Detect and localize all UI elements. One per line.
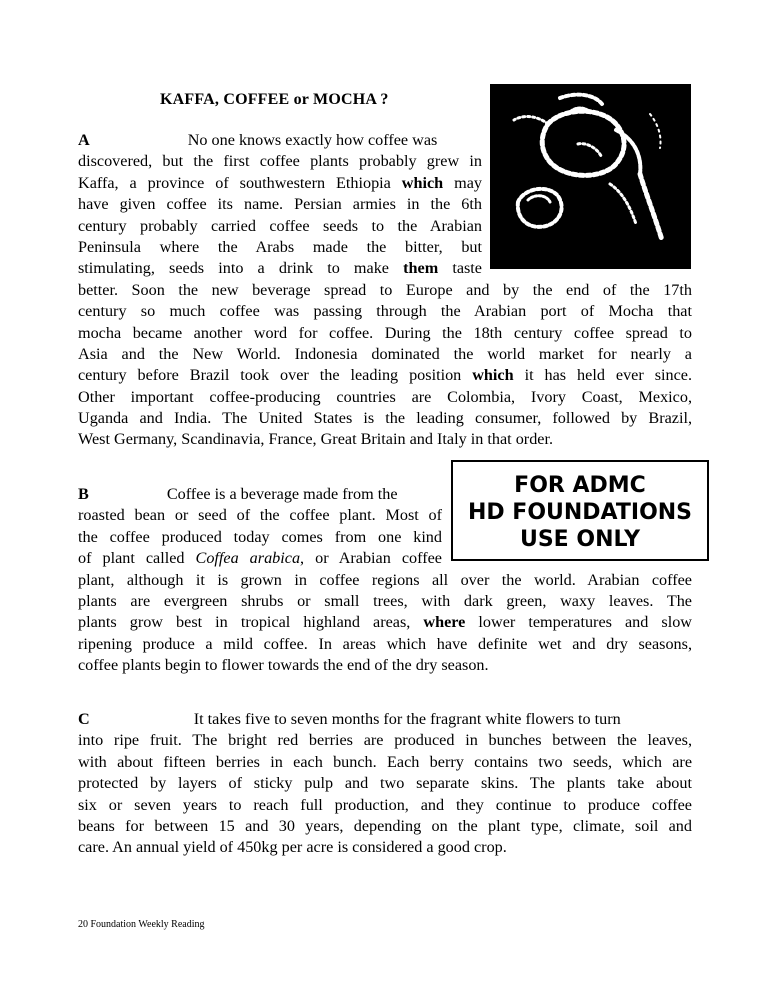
paragraph-a-line: better. Soon the new beverage spread to Europe and by the end of the 17th xyxy=(78,280,692,299)
section-letter: B xyxy=(78,485,89,503)
stamp-line-2: HD FOUNDATIONS xyxy=(467,500,693,525)
page-title: KAFFA, COFFEE or MOCHA ? xyxy=(160,91,389,108)
emphasized-word: which xyxy=(472,366,514,385)
paragraph-a-line: discovered, but the first coffee plants probably grew in xyxy=(78,152,482,171)
paragraph-a-line: mocha became another word for coffee. During the 18th century coffee spread to xyxy=(78,323,692,342)
paragraph-b-line: B Coffee is a beverage made from the xyxy=(78,485,398,503)
paragraph-a-line: Peninsula where the Arabs made the bitter, but xyxy=(78,237,482,256)
paragraph-c-line: beans for between 15 and 30 years, depending on the plant type, climate, soil and xyxy=(78,816,692,835)
paragraph-a-line: West Germany, Scandinavia, France, Great Britain and Italy in that order. xyxy=(78,430,554,449)
paragraph-b-line: roasted bean or seed of the coffee plant. Most of xyxy=(78,506,442,525)
paragraph-a-line: Asia and the New World. Indonesia dominated the world market for nearly a xyxy=(78,344,692,363)
paragraph-b-line: of plant called Coffea arabica, or Arabian coffee xyxy=(78,549,442,568)
stamp-line-1: FOR ADMC xyxy=(514,473,646,498)
paragraph-c-line: into ripe fruit. The bright red berries are produced in bunches between the leaves, xyxy=(78,731,692,750)
species-name: Coffea arabica xyxy=(195,549,301,568)
paragraph-b-line: plants grow best in tropical highland areas, where lower temperatures and slow xyxy=(78,613,692,632)
paragraph-c-line: with about fifteen berries in each bunch. Each berry contains two seeds, which are xyxy=(78,752,692,771)
paragraph-b-line: ripening produce a mild coffee. In areas which have definite wet and dry seasons, xyxy=(78,634,692,653)
paragraph-a-line: Other important coffee-producing countries are Colombia, Ivory Coast, Mexico, xyxy=(78,387,692,406)
section-letter: C xyxy=(78,710,90,728)
paragraph-c-line: care. An annual yield of 450kg per acre is considered a good crop. xyxy=(78,838,507,857)
paragraph-a-line: have given coffee its name. Persian armies in the 6th xyxy=(78,195,482,214)
paragraph-a-line: A No one knows exactly how coffee was xyxy=(78,131,438,149)
emphasized-word: where xyxy=(423,613,466,632)
paragraph-c-line: six or seven years to reach full production, and they continue to produce coffee xyxy=(78,795,692,814)
paragraph-a xyxy=(78,130,692,451)
paragraph-b-line: plant, although it is grown in coffee regions all over the world. Arabian coffee xyxy=(78,570,692,589)
paragraph-c-line: protected by layers of sticky pulp and two separate skins. The plants take about xyxy=(78,774,692,793)
paragraph-a-line: century so much coffee was passing through the Arabian port of Mocha that xyxy=(78,302,692,321)
paragraph-a-line: Kaffa, a province of southwestern Ethiopia which may xyxy=(78,173,482,192)
paragraph-a-line: Uganda and India. The United States is the leading consumer, followed by Brazil, xyxy=(78,409,692,428)
section-letter: A xyxy=(78,131,90,149)
paragraph-a-line: stimulating, seeds into a drink to make them taste xyxy=(78,259,482,278)
paragraph-c xyxy=(78,709,692,859)
paragraph-b-line: plants are evergreen shrubs or small trees, with dark green, waxy leaves. The xyxy=(78,591,692,610)
emphasized-word: them xyxy=(403,259,439,278)
paragraph-c-line: C It takes five to seven months for the fragrant white flowers to turn xyxy=(78,710,621,728)
stamp-line-3: USE ONLY xyxy=(519,527,641,552)
paragraph-b-line: coffee plants begin to flower towards the end of the dry season. xyxy=(78,656,489,675)
page-footer: 20 Foundation Weekly Reading xyxy=(78,919,205,930)
emphasized-word: which xyxy=(401,173,444,192)
paragraph-a-line: century probably carried coffee seeds to the Arabian xyxy=(78,216,482,235)
paragraph-a-line: century before Brazil took over the leading position which it has held ever since. xyxy=(78,366,692,385)
paragraph-b-line: the coffee produced today comes from one kind xyxy=(78,527,442,546)
paragraph-b xyxy=(78,484,692,677)
